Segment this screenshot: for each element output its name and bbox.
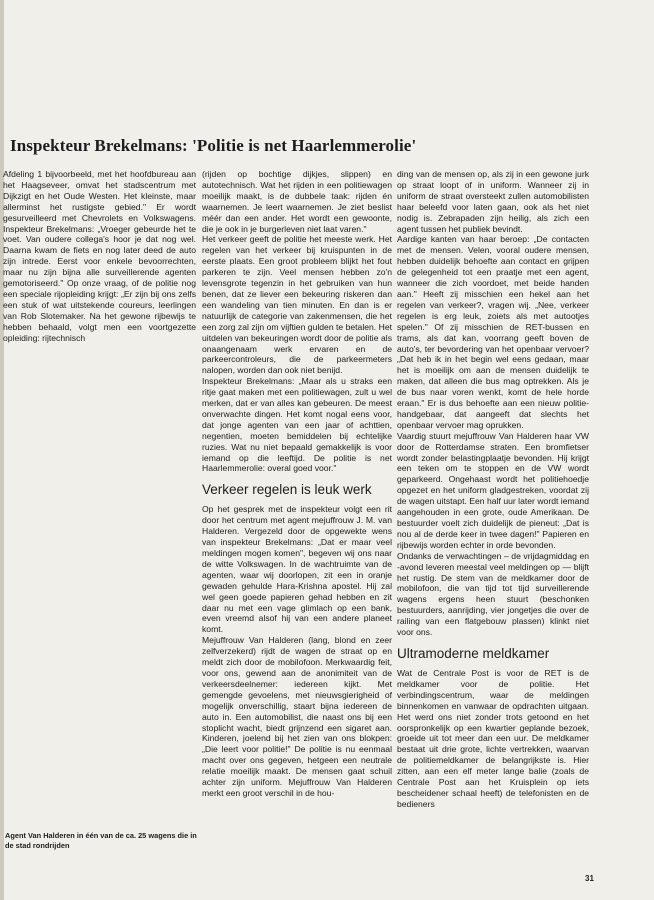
paragraph: Wat de Centrale Post is voor de RET is de meldkamer voor de politie. Het verbindingscentrum, waar de meldingen binnenkomen en vanwaar de opdrachten uitgaan. Het werd ons niet zonder trots getoond en het oorspronkelijk op een kwartier geplande bezoek, groeide uit tot meer dan een uur. De meldkamer bestaat uit drie grote, lichte vertrekken, waarvan de politiemeldkamer de belangrijkste is. Hier zitten, aan een elf meter lange balie (zoals de Centrale Post aan het Kruisplein op iets bescheidener schaal heeft) de telefonisten en de bedieners xyxy=(397,667,589,809)
article-column-1 xyxy=(3,169,196,369)
page-number: 31 xyxy=(585,874,594,883)
paragraph: Aardige kanten van haar beroep: „De contacten met de mensen. Velen, vooral oudere mensen, hebben duidelijk behoefte aan contact en grijpen de gelegenheid tot een praatje met een agent, wanneer die zich voordoet, met beide handen aan." Heeft zij misschien een hekel aan het regelen van verkeer?, vragen wij. „Nee, verkeer regelen is erg leuk, zoiets als met autootjes spelen." Of zij misschien de RET-bussen en trams, als dat kan, voorrang geeft boven de auto's, ter bevordering van het openbaar vervoer? „Dat heb ik in het begin wel eens gedaan, maar het is moeilijk om aan de mensen duidelijk te maken, dat alleen die bus mag optrekken. Als je de bus naar voren wenkt, komt de hele horde eraan." Er is dus behoefte aan een nieuw politie-handgebaar, dat aangeeft dat slechts het openbaar vervoer mag oprukken. xyxy=(397,234,589,430)
paragraph: Inspekteur Brekelmans: „Maar als u straks een ritje gaat maken met een politiewagen, zult u wel merken, dat er van alles kan gebeuren. De meest onverwachte dingen. Het komt nogal eens voor, dat jonge agenten van een jaar of achttien, negentien, moeten bemiddelen bij echtelijke ruzies. Wat nu niet bepaald gemakkelijk is voor iemand op die leeftijd. De politie is net Haarlemmerolie: overal goed voor." xyxy=(202,376,392,474)
paragraph: Op het gesprek met de inspekteur volgt een rit door het centrum met agent mejuffrouw J. M. van Halderen. Vergezeld door de opgewekte wens van inspekteur Brekelmans: „Dat er maar veel meldingen mogen komen", begeven wij ons naar de witte Volkswagen. In de wachtruimte van de agenten, waar wij doorlopen, zit een in oranje gewaden gehulde Hara-Krishna apostel. Hij zal wel geen goede papieren gehad hebben en zit daar nu met een vage glimlach op een bank, even vreemd alsof hij van een andere planeet komt. xyxy=(202,504,392,635)
article-column-2 xyxy=(202,169,392,874)
photo-caption: Agent Van Halderen in één van de ca. 25 wagens die in de stad rondrijden xyxy=(5,831,197,850)
paragraph: Ondanks de verwachtingen – de vrijdagmiddag en -avond leveren meestal veel meldingen op — blijft het rustig. De stem van de meldkamer door de mobilofoon, die van tijd tot tijd surveillerende wagens ergens heen stuurt (beschonken bestuurders, aanrijding, vier jongetjes die over de railing van een flatgebouw plassen) klinkt niet voor ons. xyxy=(397,550,589,638)
paragraph: Mejuffrouw Van Halderen (lang, blond en zeer zelfverzekerd) rijdt de wagen de straat op en meldt zich door de mobilofoon. Merkwaardig feit, voor ons, gewend aan de anonimiteit van de verkeersdeelnemer: iedereen kijkt. Met gemengde gevoelens, met nieuwsgierigheid of mogelijk onverschillig, staart bijna iedereen de auto in. Een automobilist, die naast ons bij een stoplicht wacht, biedt grijnzend een sigaret aan. Kinderen, joelend bij het zien van ons blokpen: „Die leert voor politie!" De politie is nu eenmaal macht over ons gegeven, hetgeen een neutrale relatie moeilijk maakt. De mensen gaat schuil achter zijn uniform. Mejuffrouw Van Halderen merkt een groot verschil in de hou- xyxy=(202,635,392,798)
paragraph: Afdeling 1 bijvoorbeeld, met het hoofdbureau aan het Haagseveer, omvat het stadscentrum met Dijkzigt en het Oude Westen. Het kleinste, maar allerminst het rustigste gebied." Er wordt gesurveilleerd met Chevrolets en Volkswagens. Inspekteur Brekelmans: „Vroeger gebeurde het te voet. Van oudere collega's hoor je dat nog wel. Daarna kwam de fiets en nog later deed de auto zijn intrede. Eerst voor enkele bevoorrechten, maar nu zijn bijna alle surveillerende agenten gemotoriseerd." Op onze vraag, of de politie nog een speciale rijopleiding krijgt: „Er zijn bij ons zelfs een stuk of wat uitstekende coureurs, leerlingen van Rob Slotemaker. Na het gewone rijbewijs te hebben behaald, volgt men een voortgezette opleiding: rijtechnisch xyxy=(3,169,196,343)
paragraph: Vaardig stuurt mejuffrouw Van Halderen haar VW door de Rotterdamse straten. Een bromfietser wordt zonder belastingplaatje bevonden. Hij krijgt een teken om te stoppen en de VW wordt geparkeerd. Ongehaast wordt het politiehoedje opgezet en het uniform gladgestreken, voordat zij de wagen uitstapt. Een half uur later wordt iemand aangehouden in een grote, oude Amerikaan. De bestuurder voelt zich duidelijk de pieneut: „Dat is nou al de derde keer in twee dagen!" Papieren en rijbewijs worden echter in orde bevonden. xyxy=(397,430,589,550)
article-column-3 xyxy=(397,169,589,874)
page-binding-edge xyxy=(0,0,4,900)
section-subheading: Ultramoderne meldkamer xyxy=(397,645,550,661)
paragraph: Het verkeer geeft de politie het meeste werk. Het regelen van het verkeer bij kruispunten in de eerste plaats. Een groot probleem blijkt het fout parkeren te zijn. Veel mensen hebben zo'n levensgrote tegenzin in het gebruiken van hun benen, dat ze liever een bekeuring riskeren dan een wandeling van tien minuten. En dan is er natuurlijk de categorie van zakenmensen, die het een zorg zal zijn om vijftien gulden te betalen. Het uitdelen van bekeuringen wordt door de politie als onaangenaam werk ervaren en de parkeercontroleurs, die de parkeermeters nalopen, worden dan ook niet benijd. xyxy=(202,234,392,376)
article-headline: Inspekteur Brekelmans: 'Politie is net Haarlemmerolie' xyxy=(10,136,417,155)
paragraph: (rijden op bochtige dijkjes, slippen) en autotechnisch. Wat het rijden in een politiewagen moeilijk maakt, is de dubbele taak: rijden én waarnemen. Je leert waarnemen. Je ziet beslist méér dan een ander. Het wordt een gewoonte, die je ook in je burgerleven niet laat varen." xyxy=(202,169,392,234)
paragraph: ding van de mensen op, als zij in een gewone jurk op straat loopt of in uniform. Wanneer zij in uniform de straat oversteekt zullen automobilisten haar beleefd voor laten gaan, ook als het niet nodig is. Zebrapaden zijn heilig, als zich een agent tussen het publiek bevindt. xyxy=(397,169,589,234)
section-subheading: Verkeer regelen is leuk werk xyxy=(202,482,372,498)
